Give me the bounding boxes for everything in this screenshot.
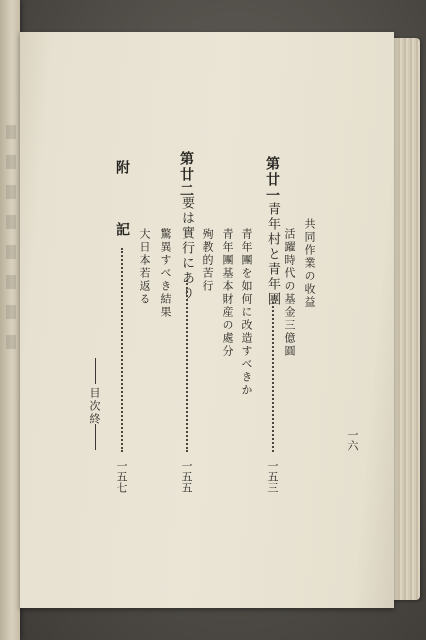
leader-dots [272,302,274,452]
chapter-page-number: 一五五 [180,460,193,493]
leader-dots [186,280,188,452]
end-mark-rule-bottom [95,424,96,450]
appendix-label: 附 [114,160,130,176]
chapter-label: 第廿二 [178,151,194,199]
end-mark-rule-top [95,358,96,384]
subsection-item: 活躍時代の基金三億圓 [283,228,296,358]
appendix-page-number: 一五七 [115,460,128,493]
chapter-label: 第廿一 [264,156,280,204]
subsection-item: 青年團基本財産の處分 [221,228,234,358]
subsection-item: 共同作業の收益 [303,218,316,309]
book-page [20,32,394,608]
chapter-title: 要は實行にあり [179,196,194,301]
page-number: 一六 [346,429,359,451]
facing-page-bleedthrough [6,125,16,355]
subsection-item: 殉教的苦行 [201,228,214,293]
facing-page-edge [0,0,20,640]
leader-dots [121,248,123,452]
subsection-item: 驚異すべき結果 [159,228,172,319]
chapter-page-number: 一五三 [266,460,279,493]
chapter-title: 青年村と青年團 [265,202,280,307]
appendix-title: 記 [114,222,130,238]
subsection-item: 青年團を如何に改造すべきか [240,228,253,397]
subsection-item: 大日本若返る [138,228,151,306]
end-of-contents-mark: 目次終 [88,387,101,426]
